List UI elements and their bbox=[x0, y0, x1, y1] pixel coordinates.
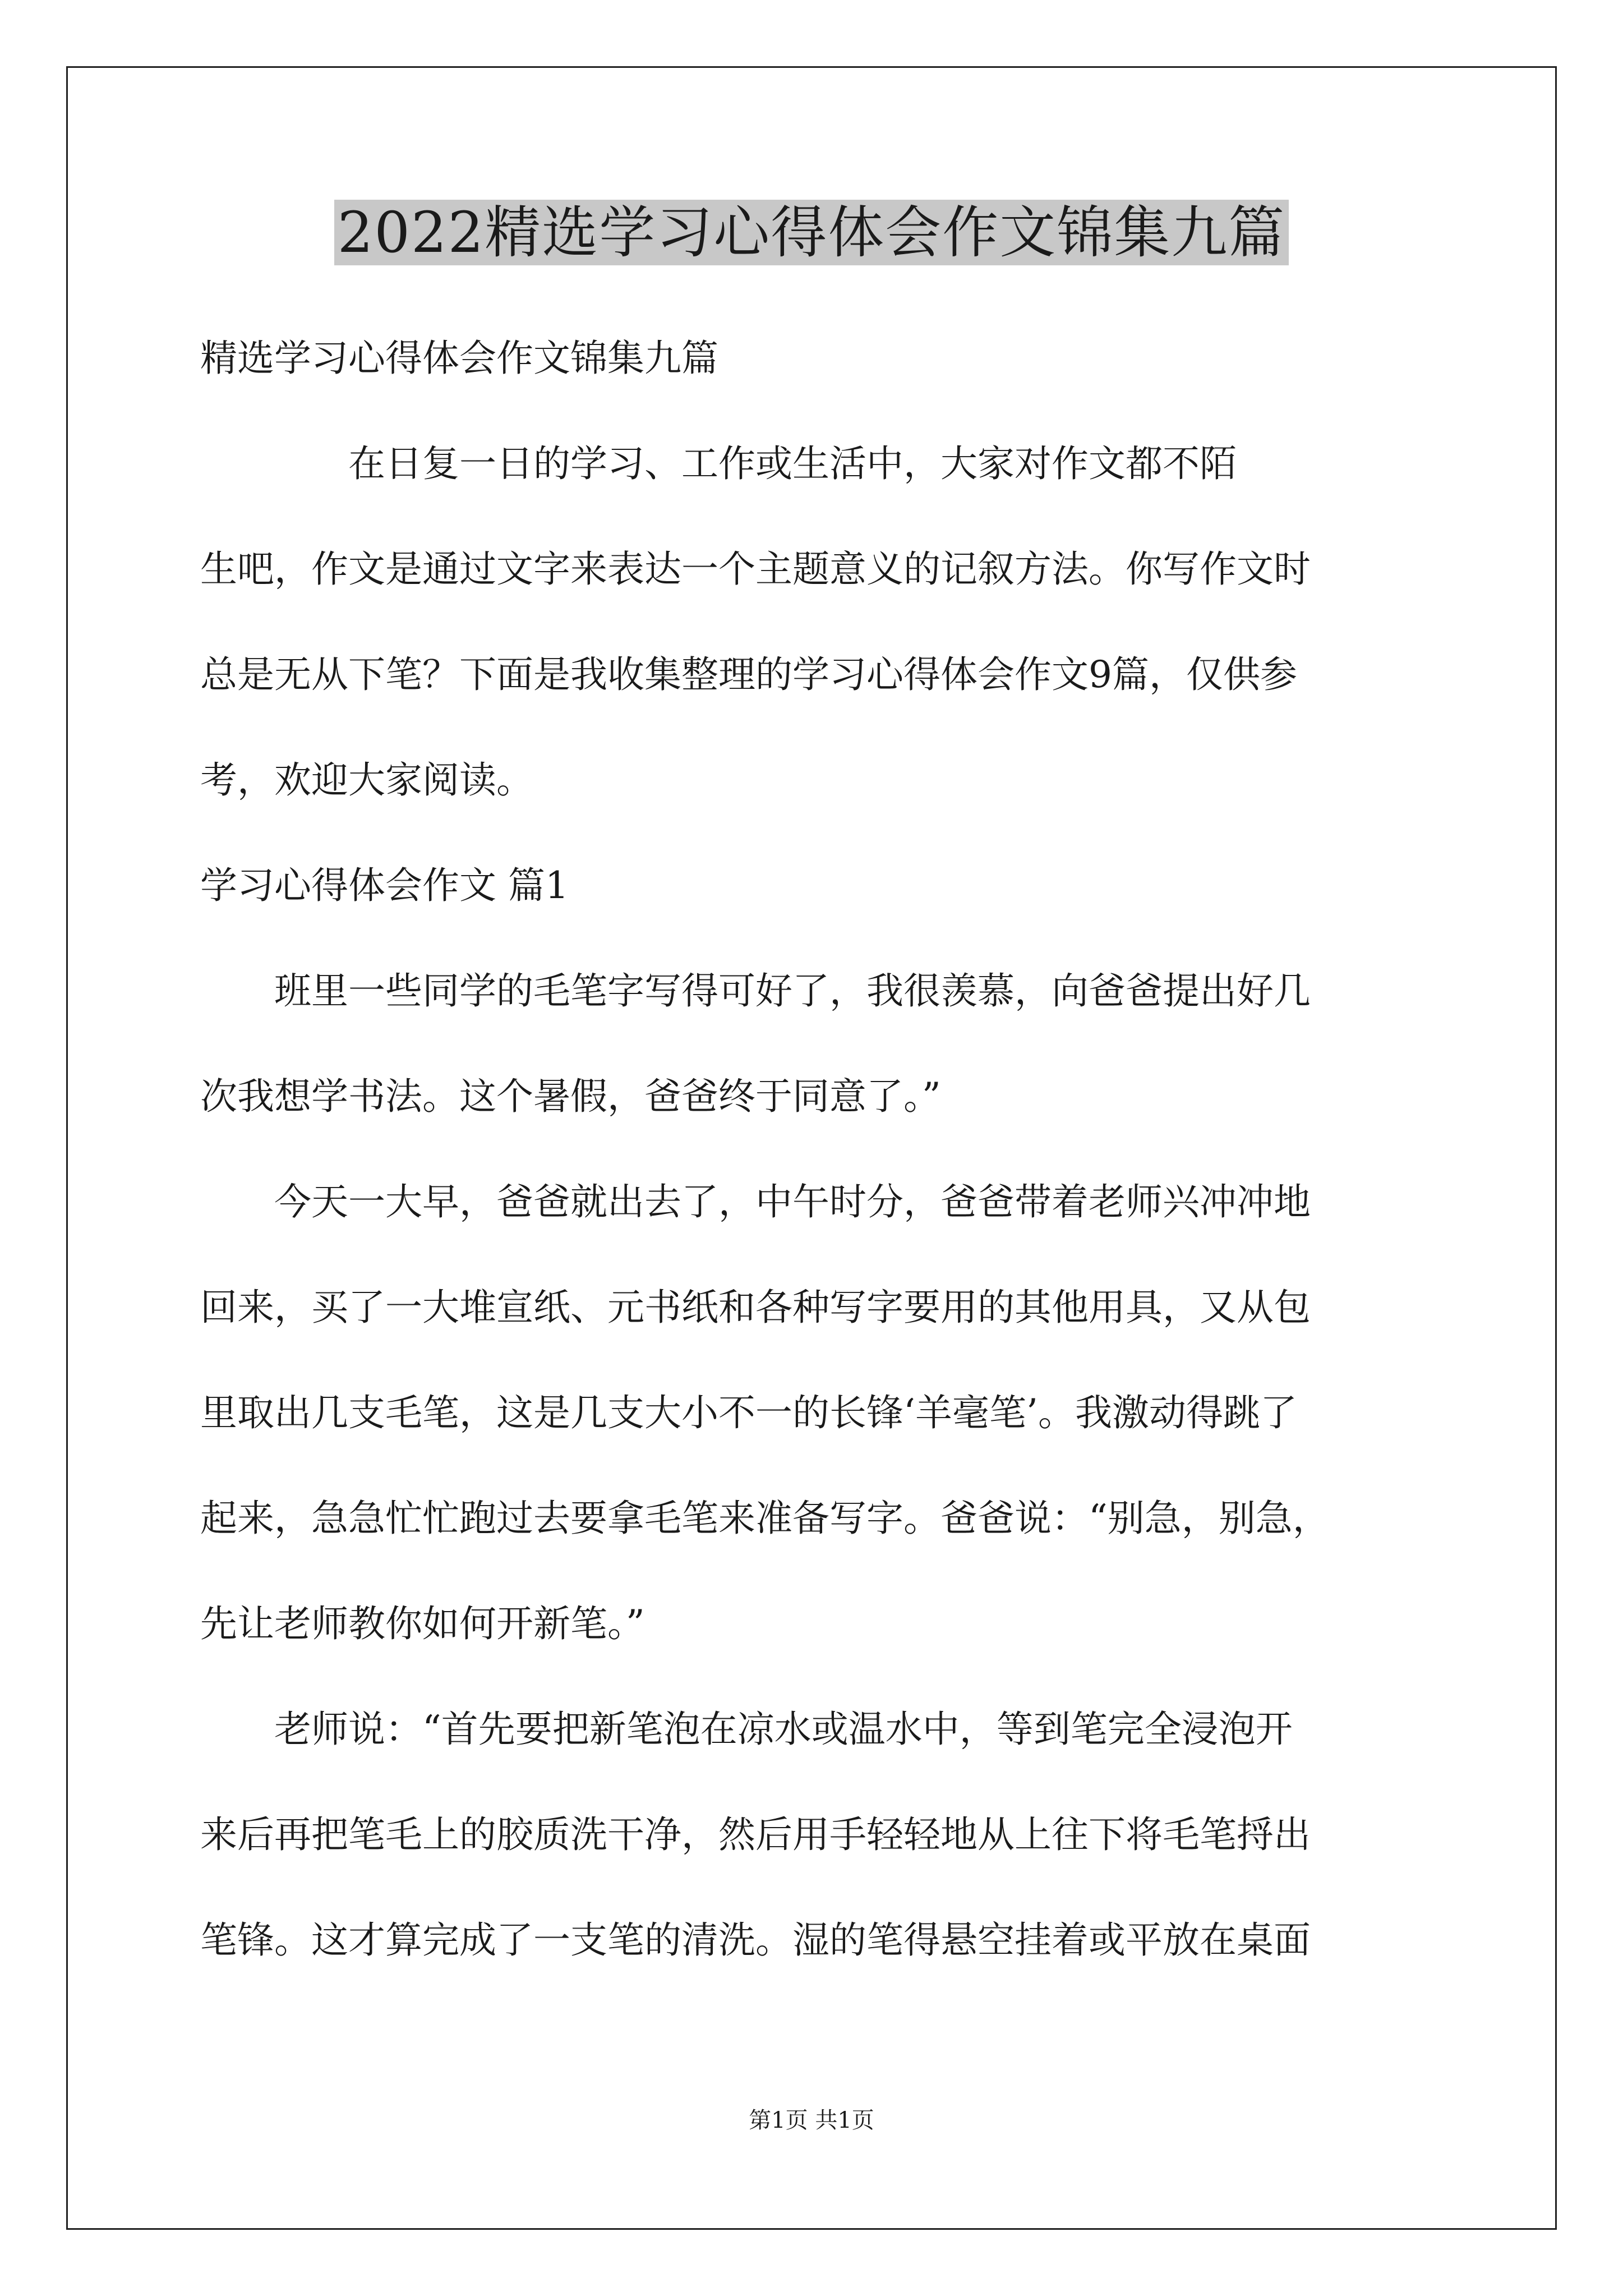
document-title bbox=[0, 194, 1623, 272]
body-line: 在日复一日的学习、工作或生活中，大家对作文都不陌 bbox=[200, 442, 1237, 485]
body-line: 精选学习心得体会作文锦集九篇 bbox=[200, 337, 718, 380]
body-line: 考，欢迎大家阅读。 bbox=[200, 758, 533, 802]
body-line: 笔锋。这才算完成了一支笔的清洗。湿的笔得悬空挂着或平放在桌面 bbox=[200, 1918, 1311, 1962]
document-title-text: 2022精选学习心得体会作文锦集九篇 bbox=[334, 200, 1289, 265]
page-footer: 第1页 共1页 bbox=[749, 2108, 874, 2133]
body-line: 生吧，作文是通过文字来表达一个主题意义的记叙方法。你写作文时 bbox=[200, 547, 1311, 591]
body-line: 老师说：“首先要把新笔泡在凉水或温水中，等到笔完全浸泡开 bbox=[200, 1708, 1293, 1751]
document-body bbox=[200, 306, 1434, 1993]
body-line: 先让老师教你如何开新笔。” bbox=[200, 1602, 645, 1645]
body-line: 回来，买了一大堆宣纸、元书纸和各种写字要用的其他用具，又从包 bbox=[200, 1286, 1311, 1329]
body-line: 里取出几支毛笔，这是几支大小不一的长锋‘羊毫笔’。我激动得跳了 bbox=[200, 1391, 1297, 1434]
body-line: 今天一大早，爸爸就出去了，中午时分，爸爸带着老师兴冲冲地 bbox=[200, 1180, 1311, 1223]
body-line: 来后再把笔毛上的胶质洗干净，然后用手轻轻地从上往下将毛笔捋出 bbox=[200, 1813, 1311, 1856]
body-line: 起来，急急忙忙跑过去要拿毛笔来准备写字。爸爸说：“别急，别急， bbox=[200, 1497, 1330, 1540]
body-line: 次我想学书法。这个暑假，爸爸终于同意了。” bbox=[200, 1075, 941, 1118]
section-heading: 学习心得体会作文 篇1 bbox=[200, 864, 569, 907]
body-line: 班里一些同学的毛笔字写得可好了，我很羡慕，向爸爸提出好几 bbox=[200, 969, 1311, 1013]
body-line: 总是无从下笔？下面是我收集整理的学习心得体会作文9篇，仅供参 bbox=[200, 653, 1297, 696]
